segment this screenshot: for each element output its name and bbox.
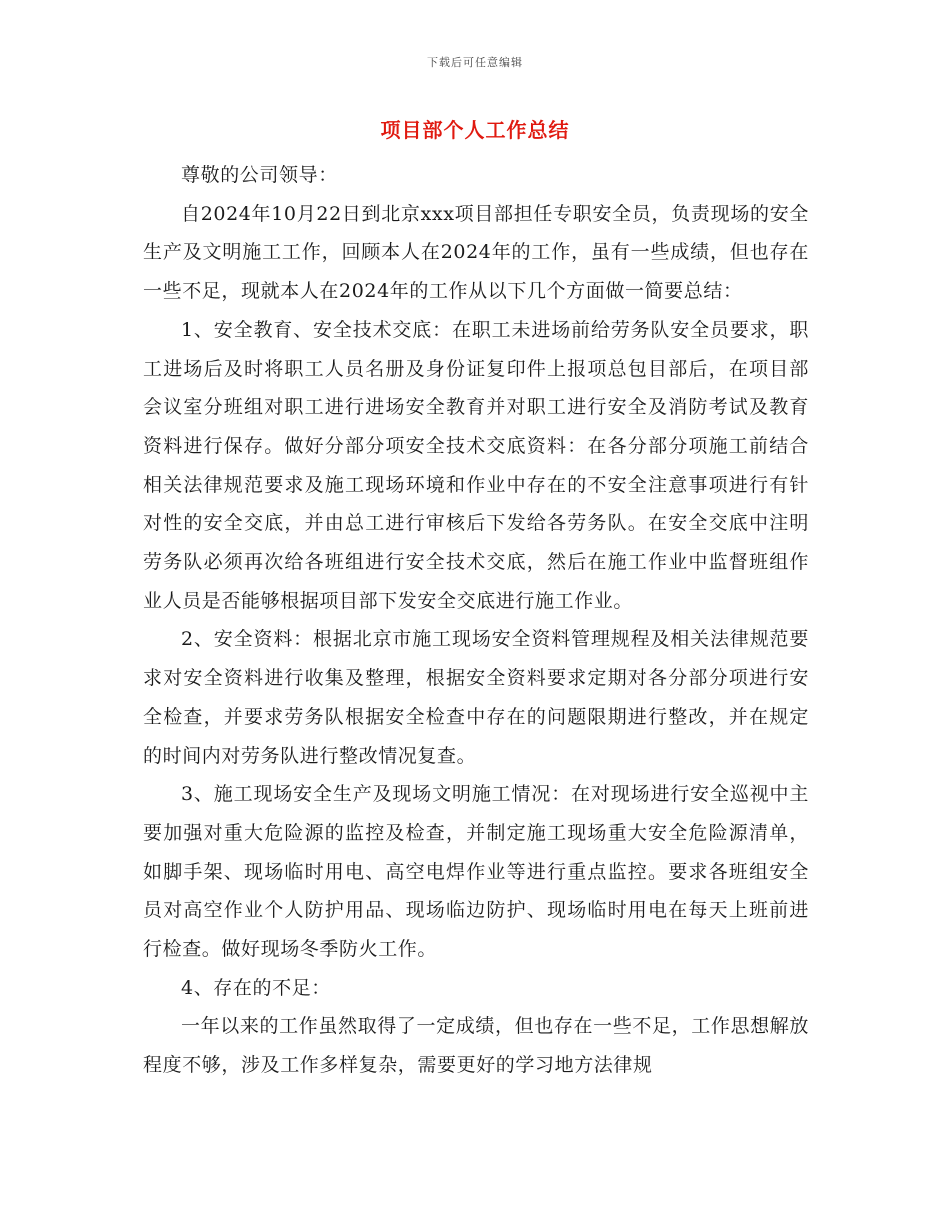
section-2-paragraph: 2、安全资料：根据北京市施工现场安全资料管理规程及相关法律规范要求对安全资料进行收集及整理，根据安全资料要求定期对各分部分项进行安全检查，并要求劳务队根据安全检查中存在的问题限期进行整改，并在规定的时间内对劳务队进行整改情况复查。 xyxy=(143,628,809,767)
salutation-paragraph: 尊敬的公司领导： xyxy=(181,164,338,186)
section-4-heading: 4、存在的不足： xyxy=(181,976,331,999)
document-body xyxy=(143,156,809,1085)
header-note: 下载后可任意编辑 xyxy=(427,56,523,69)
section-3-paragraph: 3、施工现场安全生产及现场文明施工情况：在对现场进行安全巡视中主要加强对重大危险源的监控及检查，并制定施工现场重大安全危险源清单，如脚手架、现场临时用电、高空电焊作业等进行重点监控。要求各班组安全员对高空作业个人防护用品、现场临边防护、现场临时用电在每天上班前进行检查。做好现场冬季防火工作。 xyxy=(143,783,809,961)
intro-paragraph: 自2024年10月22日到北京xxx项目部担任专职安全员，负责现场的安全生产及文明施工工作，回顾本人在2024年的工作，虽有一些成绩，但也存在一些不足，现就本人在2024年的工作从以下几个方面做一简要总结： xyxy=(143,202,809,303)
section-4-paragraph: 一年以来的工作虽然取得了一定成绩，但也存在一些不足，工作思想解放程度不够，涉及工作多样复杂，需要更好的学习地方法律规 xyxy=(143,1015,809,1077)
document-title: 项目部个人工作总结 xyxy=(380,118,570,142)
section-1-paragraph: 1、安全教育、安全技术交底：在职工未进场前给劳务队安全员要求，职工进场后及时将职工人员名册及身份证复印件上报项总包目部后，在项目部会议室分班组对职工进行进场安全教育并对职工进行安全及消防考试及教育资料进行保存。做好分部分项安全技术交底资料：在各分部分项施工前结合相关法律规范要求及施工现场环境和作业中存在的不安全注意事项进行有针对性的安全交底，并由总工进行审核后下发给各劳务队。在安全交底中注明劳务队必须再次给各班组进行安全技术交底，然后在施工作业中监督班组作业人员是否能够根据项目部下发安全交底进行施工作业。 xyxy=(143,318,809,612)
